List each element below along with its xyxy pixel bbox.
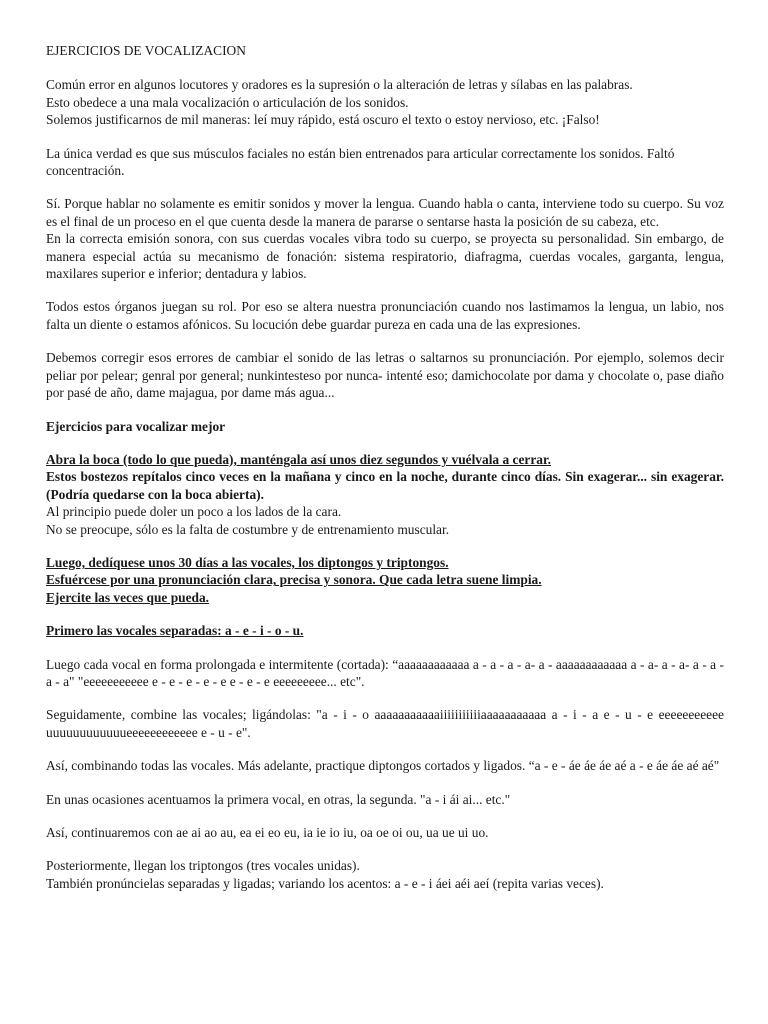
exercise-2-line-2: Esfuércese por una pronunciación clara, precisa y sonora. Que cada letra suene limpia.	[46, 572, 542, 588]
truth-paragraph: La única verdad es que sus músculos faciales no están bien entrenados para articular correctamente los sonidos. Faltó concentración.	[46, 145, 675, 179]
vowel-pairs-paragraph: Así, continuaremos con ae ai ao au, ea ei eo eu, ia ie io iu, oa oe oi ou, ua ue ui uo.	[46, 825, 489, 840]
errors-paragraph: Debemos corregir esos errores de cambiar el sonido de las letras o saltarnos su pronunciación. Por ejemplo, solemos decir peliar por pelear; genral por general; nunkintesteso por nunca- intenté eso; damichocolate por dama y chocolate o, pase diaño por pasé de año, dame majagua, por dame más agua...	[46, 350, 724, 401]
intro-line-2: Esto obedece a una mala vocalización o articulación de los sonidos.	[46, 94, 409, 110]
intro-line-3: Solemos justificarnos de mil maneras: leí muy rápido, está oscuro el texto o estoy nervioso, etc. ¡Falso!	[46, 112, 600, 128]
exercise-1-repetitions: Estos bostezos repítalos cinco veces en la mañana y cinco en la noche, durante cinco días. Sin exagerar... sin exagerar. (Podría quedarse con la boca abierta).	[46, 469, 724, 502]
body-voice-paragraph	[46, 195, 724, 282]
document-title: EJERCICIOS DE VOCALIZACION	[46, 43, 246, 58]
exercise-1-instruction: Abra la boca (todo lo que pueda), manténgala así unos diez segundos y vuélvala a cerrar.	[46, 451, 552, 467]
organs-paragraph: Todos estos órganos juegan su rol. Por eso se altera nuestra pronunciación cuando nos lastimamos la lengua, un labio, nos falta un diente o estamos afónicos. Su locución debe guardar pureza en cada una de las expresiones.	[46, 299, 724, 332]
diphthongs-paragraph: Así, combinando todas las vocales. Más adelante, practique diptongos cortados y ligados. “a - e - áe áe áe aé a - e áe áe aé aé"	[46, 758, 720, 774]
exercise-1	[46, 451, 724, 538]
exercise-2-line-1: Luego, dedíquese unos 30 días a las vocales, los diptongos y triptongos.	[46, 554, 449, 570]
exercise-2	[46, 554, 724, 606]
phonation-text: En la correcta emisión sonora, con sus cuerdas vocales vibra todo su cuerpo, se proyecta su personalidad. Sin embargo, de manera especial actúa su mecanismo de fonación: sistema respiratorio, diafragma, cuerdas vocales, garganta, lengua, maxilares superior e inferior; dentadura y labios.	[46, 231, 724, 282]
triphthongs-line-2: También pronúncielas separadas y ligadas; variando los acentos: a - e - i áei aéi aeí (repita varias veces).	[46, 875, 604, 891]
exercise-1-note-2: No se preocupe, sólo es la falta de costumbre y de entrenamiento muscular.	[46, 521, 450, 537]
accent-paragraph: En unas ocasiones acentuamos la primera vocal, en otras, la segunda. "a - i ái ai... etc."	[46, 791, 511, 807]
exercises-heading: Ejercicios para vocalizar mejor	[46, 418, 226, 434]
prolonged-vowels-paragraph: Luego cada vocal en forma prolongada e intermitente (cortada): “aaaaaaaaaaaa a - a - a - a- a - aaaaaaaaaaaa a - a- a - a- a - a - a - a" "eeeeeeeeeee e - e - e - e - e e - e - e eeeeeeeee... etc".	[46, 656, 724, 689]
intro-paragraph	[46, 76, 724, 128]
combined-vowels-paragraph: Seguidamente, combine las vocales; ligándolas: "a - i - o aaaaaaaaaaaiiiiiiiiiiiaaaaaaaaaaa a - i - a e - u - e eeeeeeeeeee uuuuuuuuuuuueeeeeeeeeeee e - u - e".	[46, 707, 724, 740]
exercise-2-line-3: Ejercite las veces que pueda.	[46, 589, 210, 605]
exercise-1-note-1: Al principio puede doler un poco a los lados de la cara.	[46, 504, 342, 520]
triphthongs-line-1: Posteriormente, llegan los triptongos (tres vocales unidas).	[46, 858, 360, 874]
body-voice-text: Sí. Porque hablar no solamente es emitir sonidos y mover la lengua. Cuando habla o canta, interviene todo su cuerpo. Su voz es el final de un proceso en el que cuenta desde la manera de pararse o sentarse hasta la posición de su cabeza, etc.	[46, 196, 724, 229]
triphthongs-paragraph	[46, 857, 724, 892]
vowels-heading: Primero las vocales separadas: a - e - i - o - u.	[46, 623, 304, 639]
intro-line-1: Común error en algunos locutores y oradores es la supresión o la alteración de letras y sílabas en las palabras.	[46, 77, 633, 93]
document-page	[46, 42, 724, 908]
